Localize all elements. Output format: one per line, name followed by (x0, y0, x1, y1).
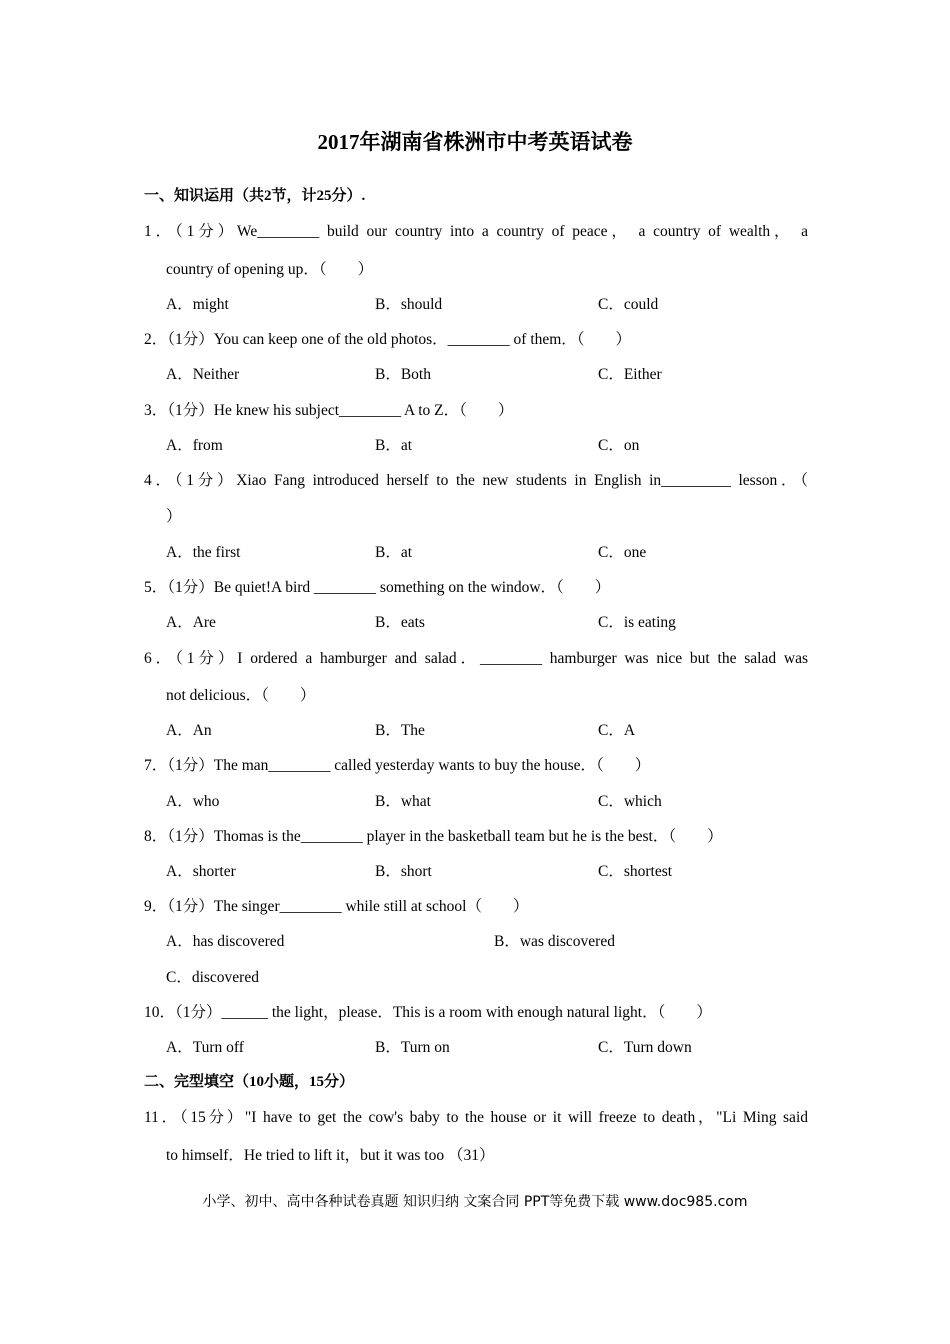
question-5-option-a: A．Are (166, 614, 216, 631)
question-8-option-c: C．shortest (598, 863, 673, 880)
question-2-option-c: C．Either (598, 366, 662, 383)
question-5-option-b: B．eats (375, 614, 425, 631)
question-7-option-c: C．which (598, 793, 662, 810)
question-6-text-cont: not delicious．（ ） (166, 687, 316, 704)
question-1-option-c: C．could (598, 296, 659, 313)
question-4-option-a: A．the first (166, 544, 241, 561)
question-1-text: 1．（1分）We________ build our country into a country of peace， a country of wealth， a (144, 223, 808, 240)
question-7-option-b: B．what (375, 793, 431, 810)
question-7-option-a: A．who (166, 793, 220, 810)
footer-promo: 小学、初中、高中各种试卷真题 知识归纳 文案合同 PPT等免费下载 www.doc985.com (202, 1194, 748, 1210)
question-1-option-b: B．should (375, 296, 443, 313)
question-8-text: 8．（1分）Thomas is the________ player in the basketball team but he is the best．（ ） (144, 828, 723, 845)
question-4-option-b: B．at (375, 544, 413, 561)
question-2-option-a: A．Neither (166, 366, 240, 383)
question-11-text-cont: to himself．He tried to lift it，but it was too （31） (166, 1147, 495, 1164)
question-6-option-b: B．The (375, 722, 425, 739)
question-3-text: 3．（1分）He knew his subject________ A to Z．（ ） (144, 402, 514, 419)
question-5-text: 5．（1分）Be quiet!A bird ________ something on the window．（ ） (144, 579, 611, 596)
question-9-text: 9．（1分）The singer________ while still at school（ ） (144, 898, 529, 915)
section-heading-knowledge: 一、知识运用（共2节，计25分）. (144, 188, 366, 204)
question-11-text: 11．（15分）"I have to get the cow's baby to the house or it will freeze to death，"Li Ming said (144, 1109, 808, 1126)
question-1-option-a: A．might (166, 296, 229, 313)
question-2-text: 2．（1分）You can keep one of the old photos．________ of them．（ ） (144, 331, 632, 348)
question-9-option-c: C．discovered (166, 969, 259, 986)
question-8-option-a: A．shorter (166, 863, 236, 880)
question-4-text: 4．（1分）Xiao Fang introduced herself to the new students in English in_________ lesson．（ (144, 472, 808, 489)
question-10-text: 10．（1分）______ the light，please．This is a room with enough natural light．（ ） (144, 1004, 712, 1021)
question-5-option-c: C．is eating (598, 614, 676, 631)
page-title: 2017年湖南省株洲市中考英语试卷 (317, 130, 633, 154)
question-4-option-c: C．one (598, 544, 647, 561)
question-6-text: 6．（1分）I ordered a hamburger and salad．________ hamburger was nice but the salad was (144, 650, 808, 667)
question-1-text-cont: country of opening up．（ ） (166, 261, 374, 278)
question-9-option-a: A．has discovered (166, 933, 285, 950)
question-7-text: 7．（1分）The man________ called yesterday wants to buy the house．（ ） (144, 757, 651, 774)
question-6-option-a: A．An (166, 722, 212, 739)
question-10-option-a: A．Turn off (166, 1039, 244, 1056)
question-6-option-c: C．A (598, 722, 636, 739)
question-10-option-c: C．Turn down (598, 1039, 692, 1056)
question-8-option-b: B．short (375, 863, 432, 880)
question-4-text-cont: ） (166, 508, 182, 525)
question-10-option-b: B．Turn on (375, 1039, 450, 1056)
question-3-option-a: A．from (166, 437, 223, 454)
question-9-option-b: B．was discovered (494, 933, 615, 950)
question-3-option-c: C．on (598, 437, 640, 454)
question-2-option-b: B．Both (375, 366, 431, 383)
question-3-option-b: B．at (375, 437, 413, 454)
section-heading-cloze: 二、完型填空（10小题，15分） (144, 1074, 355, 1090)
